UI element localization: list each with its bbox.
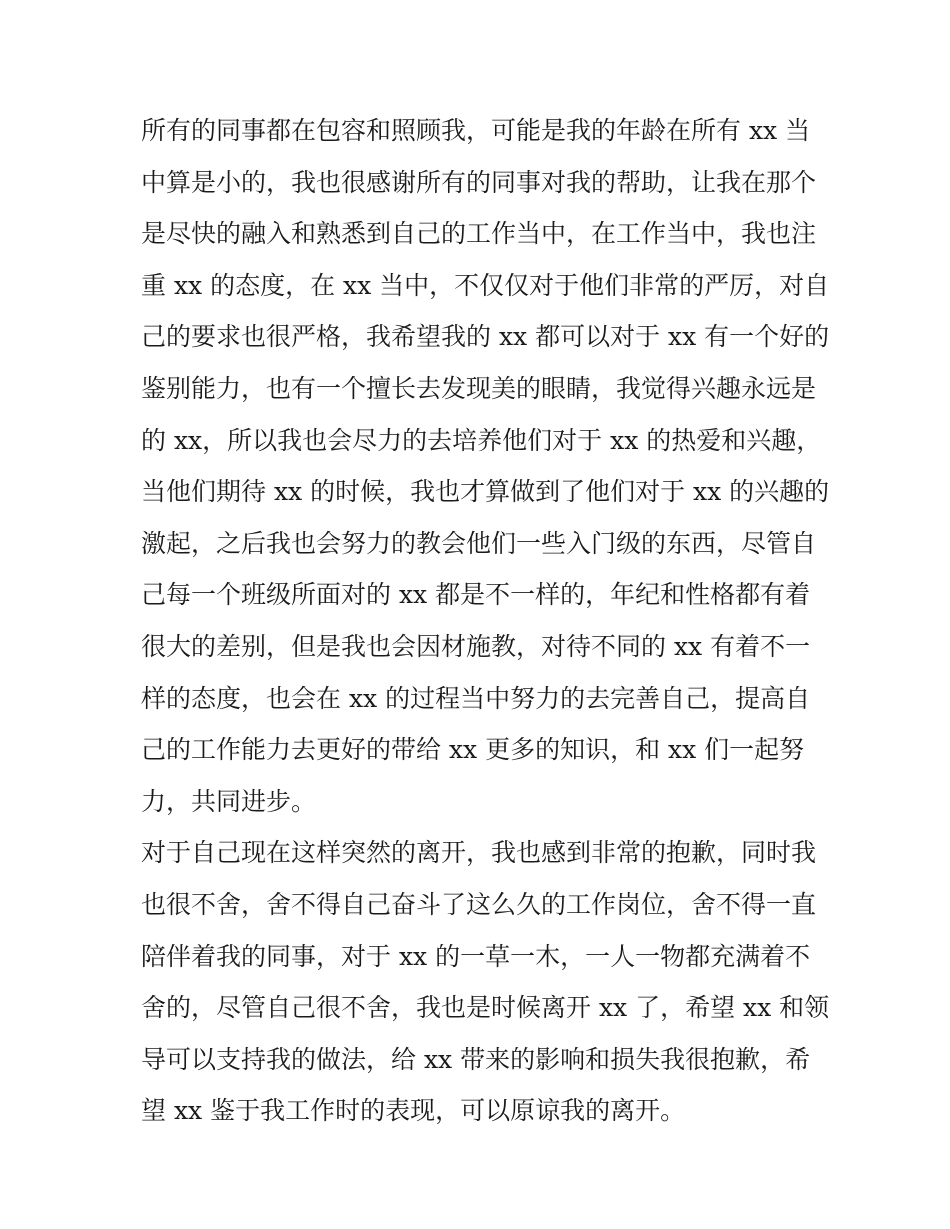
paragraph-line: 己的要求也很严格，我希望我的 xx 都可以对于 xx 有一个好的 — [141, 322, 830, 352]
paragraph-line: 样的态度，也会在 xx 的过程当中努力的去完善自己，提高自 — [141, 683, 811, 713]
paragraph-line: 望 xx 鉴于我工作时的表现，可以原谅我的离开。 — [141, 1096, 686, 1126]
paragraph-line: 陪伴着我的同事，对于 xx 的一草一木，一人一物都充满着不 — [141, 941, 811, 971]
document-body — [141, 105, 830, 1137]
paragraph-line: 当他们期待 xx 的时候，我也才算做到了他们对于 xx 的兴趣的 — [141, 477, 830, 507]
paragraph-line: 是尽快的融入和熟悉到自己的工作当中，在工作当中，我也注 — [141, 219, 817, 249]
paragraph-line: 很大的差别，但是我也会因材施教，对待不同的 xx 有着不一 — [141, 631, 811, 661]
paragraph-line: 力，共同进步。 — [141, 786, 317, 816]
paragraph-line: 重 xx 的态度，在 xx 当中，不仅仅对于他们非常的严厉，对自 — [141, 270, 830, 300]
paragraph-line: 己每一个班级所面对的 xx 都是不一样的，年纪和性格都有着 — [141, 580, 811, 610]
paragraph-line: 己的工作能力去更好的带给 xx 更多的知识，和 xx 们一起努 — [141, 735, 805, 765]
paragraph-line: 所有的同事都在包容和照顾我，可能是我的年龄在所有 xx 当 — [141, 116, 811, 145]
paragraph-line: 的 xx，所以我也会尽力的去培养他们对于 xx 的热爱和兴趣， — [141, 425, 822, 455]
paragraph-line: 激起，之后我也会努力的教会他们一些入门级的东西，尽管自 — [141, 528, 817, 558]
paragraph-2 — [141, 827, 830, 1137]
paragraph-line: 导可以支持我的做法，给 xx 带来的影响和损失我很抱歉，希 — [141, 1044, 811, 1074]
paragraph-1 — [141, 105, 830, 827]
paragraph-line: 中算是小的，我也很感谢所有的同事对我的帮助，让我在那个 — [141, 167, 817, 197]
paragraph-line: 鉴别能力，也有一个擅长去发现美的眼睛，我觉得兴趣永远是 — [141, 373, 817, 403]
paragraph-line: 也很不舍，舍不得自己奋斗了这么久的工作岗位，舍不得一直 — [141, 889, 817, 919]
paragraph-line: 对于自己现在这样突然的离开，我也感到非常的抱歉，同时我 — [141, 838, 817, 868]
paragraph-line: 舍的，尽管自己很不舍，我也是时候离开 xx 了，希望 xx 和领 — [141, 993, 830, 1023]
